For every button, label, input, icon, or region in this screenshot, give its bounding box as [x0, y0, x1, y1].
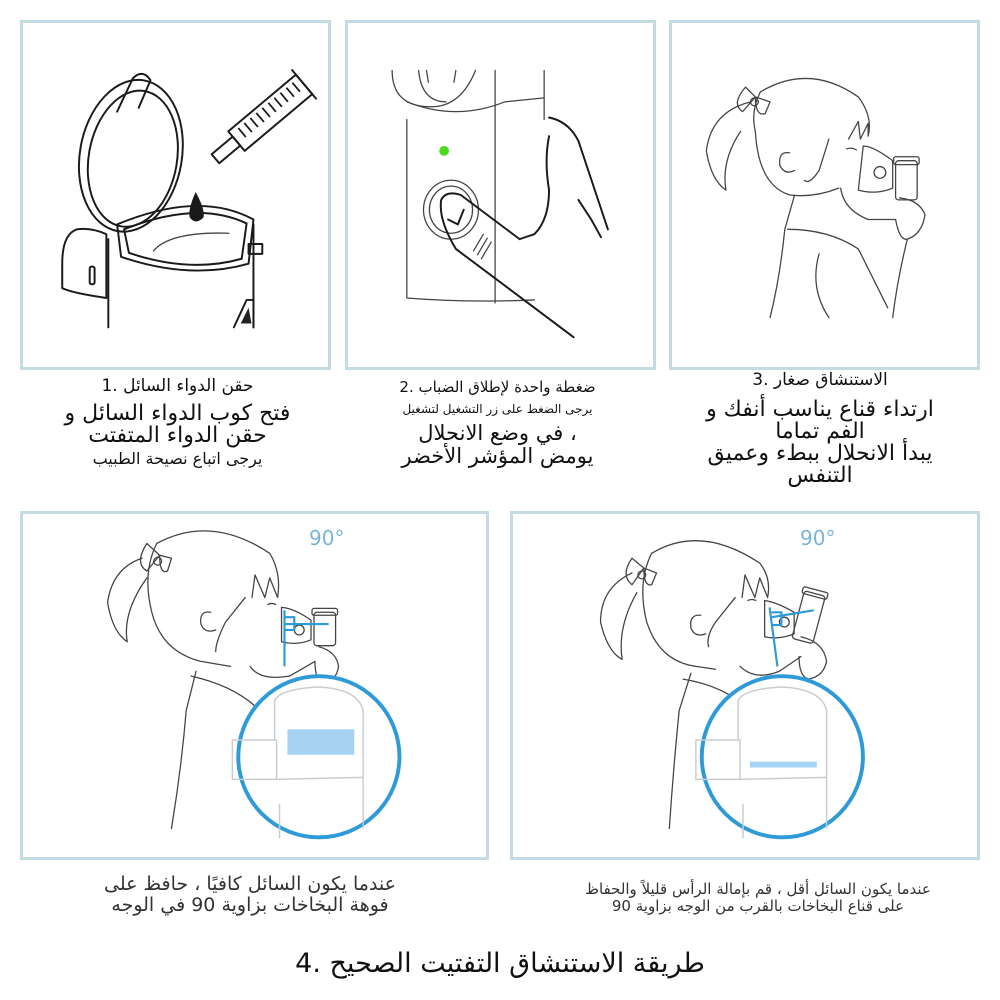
- step-1-illustration-panel: [20, 20, 331, 370]
- step-1-note: يرجى اتباع نصيحة الطبيب: [92, 449, 263, 468]
- step-4b-line-1: عندما يكون السائل أقل ، قم بإمالة الرأس قليلاً والحفاظ: [585, 880, 931, 898]
- indicator-green-led: [439, 146, 449, 156]
- power-button-illustration: [348, 23, 653, 367]
- step-4a-line-2: فوهة البخاخات بزاوية 90 في الوجه: [111, 894, 389, 916]
- step-2-title: ضغطة واحدة لإطلاق الضباب .2: [399, 378, 596, 396]
- step-3-caption: [680, 372, 960, 487]
- angle-label-90: 90°: [800, 526, 836, 550]
- child-tilted-nebulizer-illustration: [513, 514, 977, 857]
- step-2-illustration-panel: [345, 20, 656, 370]
- angle-label-90: 90°: [309, 526, 345, 550]
- step-3-line-1: ارتداء قناع يناسب أنفك و: [706, 397, 934, 422]
- syringe-cup-illustration: [23, 23, 328, 367]
- step-3-line-2: الفم تماما: [775, 419, 865, 444]
- step-3-line-3: يبدأ الانحلال ببطء وعميق: [707, 441, 933, 466]
- liquid-drop-icon: [189, 192, 203, 221]
- child-mask-illustration: [672, 23, 977, 367]
- step-4b-caption: [548, 882, 968, 914]
- footer-title: طريقة الاستنشاق التفتيت الصحيح .4: [295, 948, 705, 979]
- step-2-caption: [355, 380, 640, 467]
- step-1-line-2: حقن الدواء المتفتت: [88, 423, 267, 448]
- liquid-level-low: [750, 762, 817, 768]
- zoom-inset-circle: [238, 676, 399, 837]
- step-4b-line-2: على قناع البخاخات بالقرب من الوجه بزاوية 90: [611, 897, 905, 915]
- step-3-illustration-panel: [669, 20, 980, 370]
- child-upright-nebulizer-illustration: [23, 514, 486, 857]
- step-2-line-1: ، في وضع الانحلال: [418, 421, 577, 445]
- liquid-level-full: [287, 729, 354, 755]
- step-2-note: يرجى الضغط على زر التشغيل لتشغيل: [402, 402, 593, 416]
- step-3-line-4: التنفس: [787, 463, 853, 488]
- step-3-title: الاستنشاق صغار .3: [752, 370, 888, 390]
- step-4b-illustration-panel: [510, 511, 980, 860]
- step-4a-illustration-panel: [20, 511, 489, 860]
- step-1-title: حقن الدواء السائل .1: [101, 376, 254, 396]
- step-4a-caption: [60, 875, 440, 915]
- step-1-caption: [40, 378, 315, 467]
- step-2-line-2: يومض المؤشر الأخضر: [401, 444, 594, 468]
- step-4a-line-1: عندما يكون السائل كافيًا ، حافظ على: [104, 873, 396, 895]
- zoom-inset-circle: [702, 676, 863, 837]
- step-1-line-1: فتح كوب الدواء السائل و: [64, 401, 291, 426]
